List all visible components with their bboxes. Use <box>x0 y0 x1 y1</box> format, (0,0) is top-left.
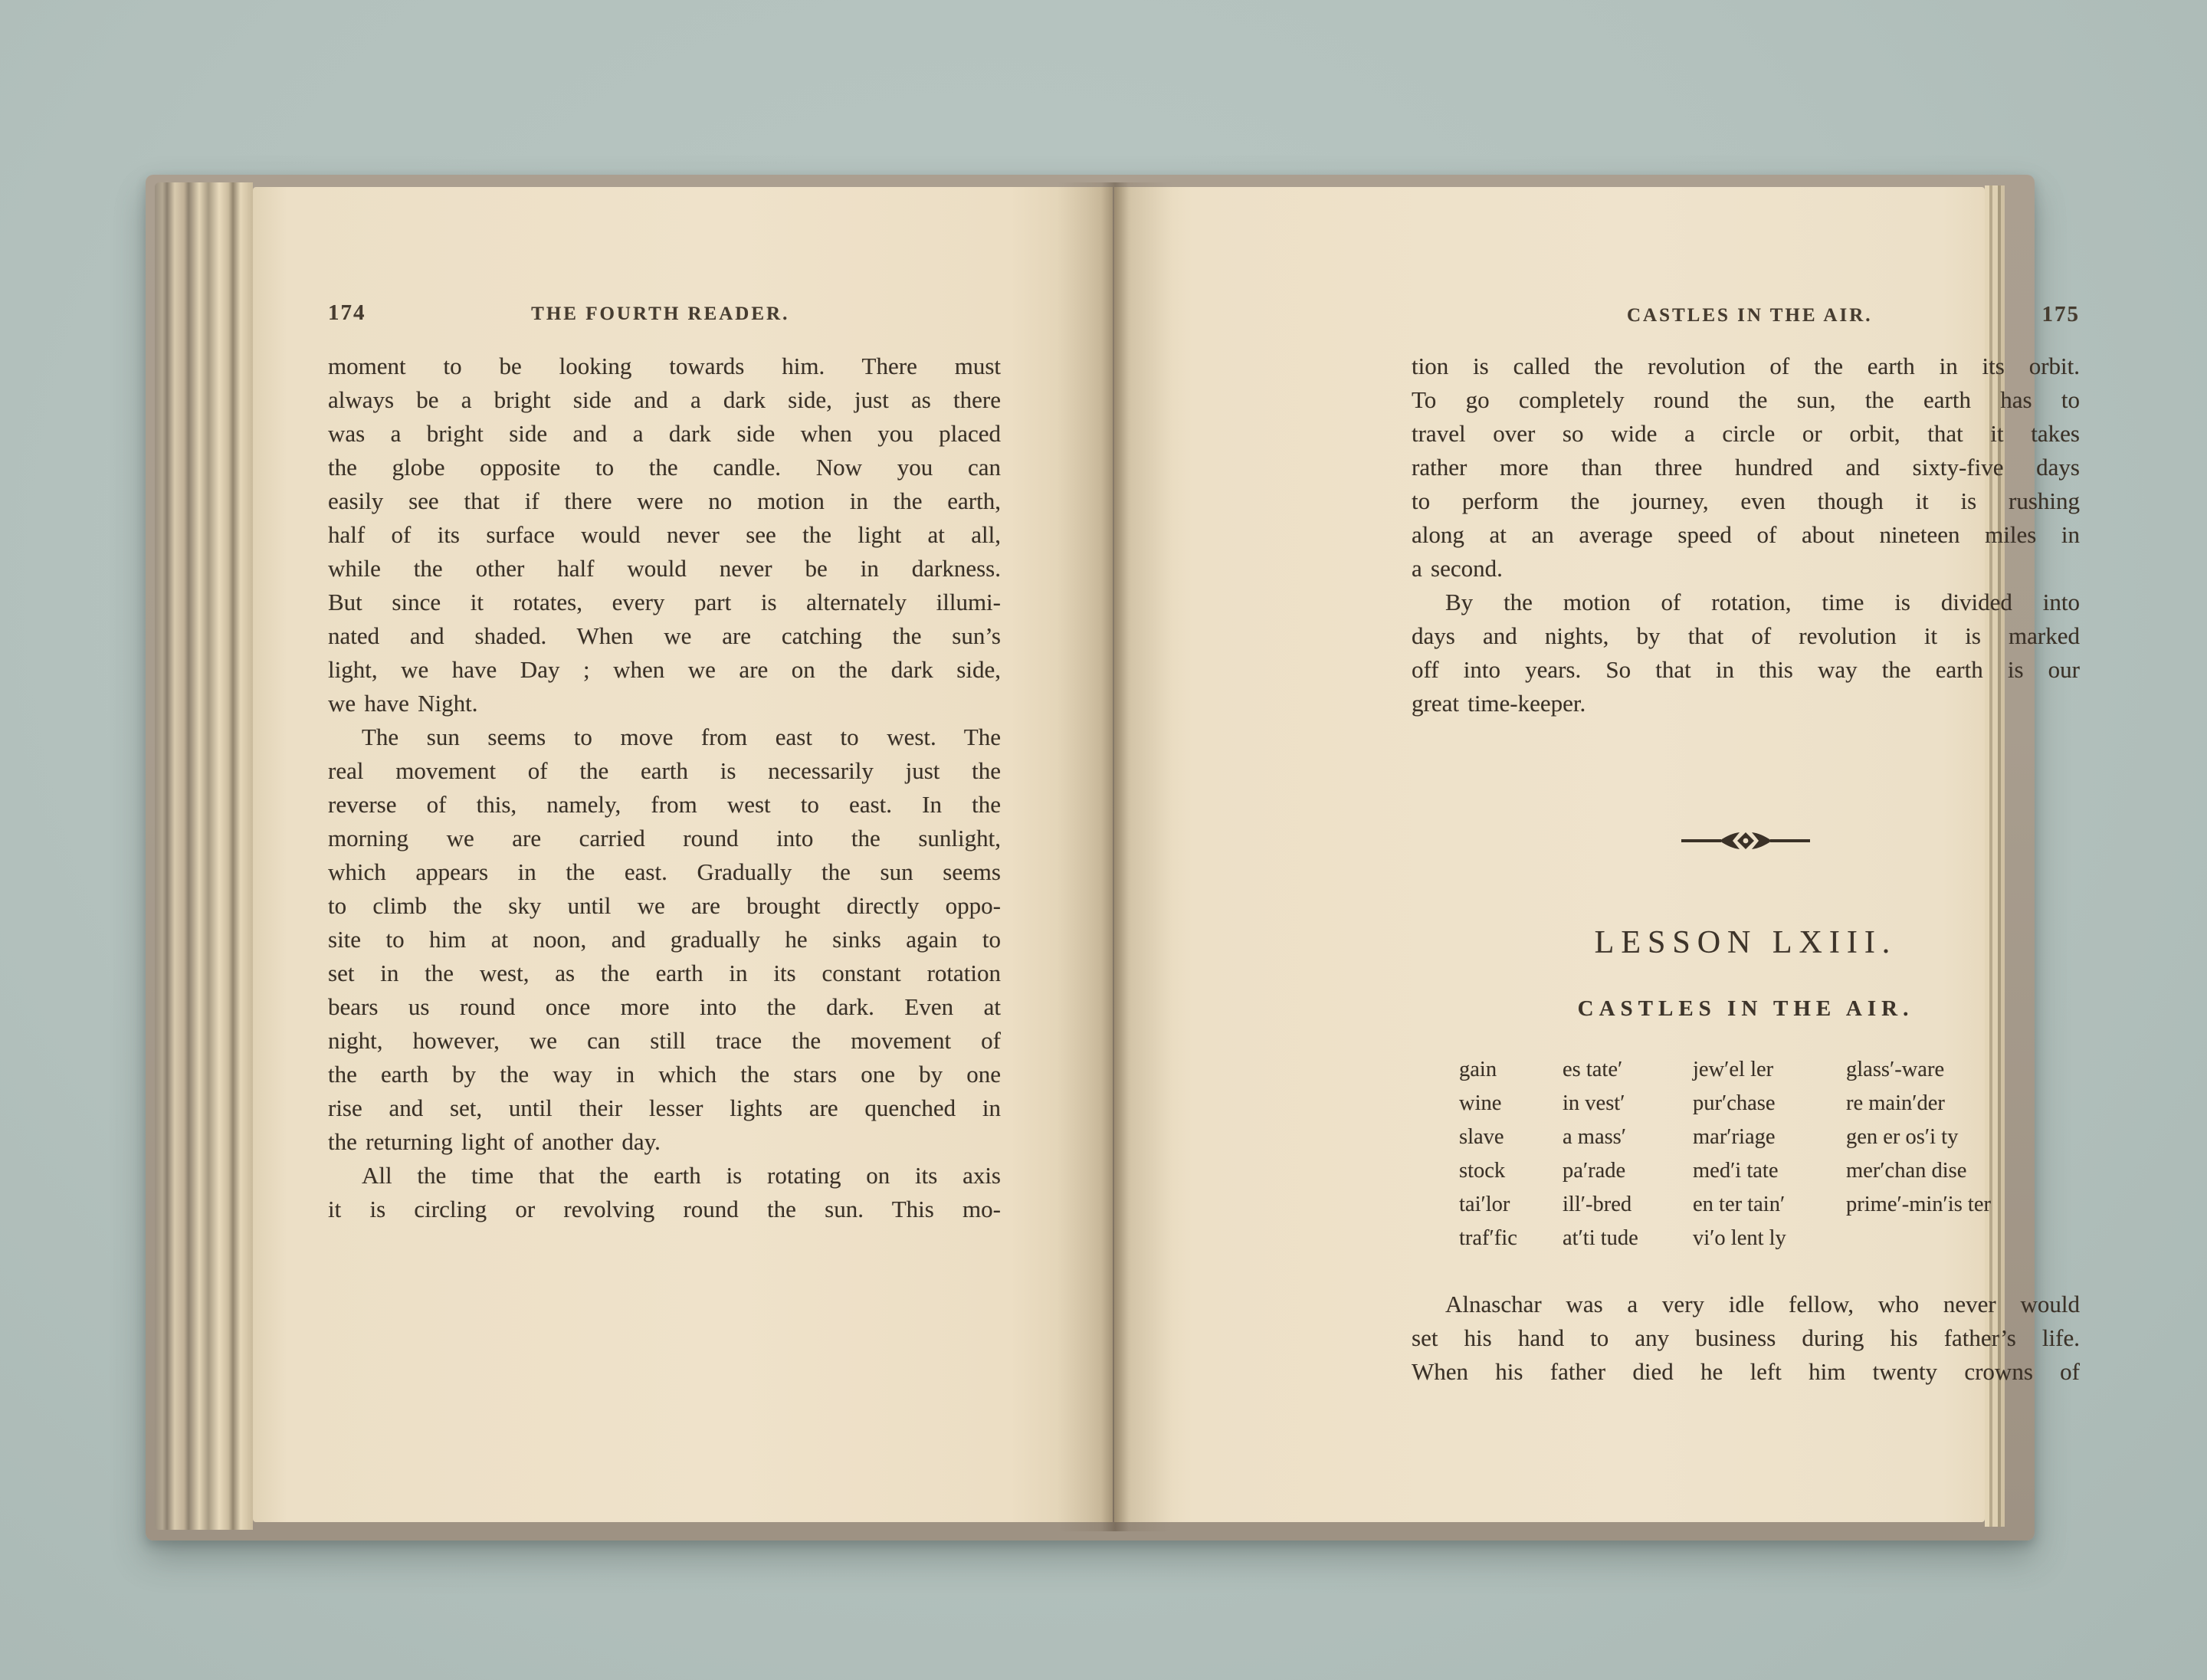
text-line: moment to be looking towards him. There must <box>328 353 1001 379</box>
text-line: to climb the sky until we are brought directly oppo- <box>328 892 1001 919</box>
vocab-row <box>1412 1121 2080 1154</box>
vocab-cell: gen er os′i ty <box>1846 1125 1959 1149</box>
paragraph <box>1412 1288 2080 1389</box>
vocab-cell: in vest′ <box>1563 1091 1625 1115</box>
vocab-row <box>1412 1154 2080 1188</box>
text-line: the globe opposite to the candle. Now you can <box>328 454 1001 481</box>
text-line: set in the west, as the earth in its constant rotation <box>328 960 1001 986</box>
vocab-cell: ill′-bred <box>1563 1193 1632 1216</box>
text-line: great time-keeper. <box>1412 690 1586 717</box>
right-page <box>1114 187 2080 1522</box>
text-line: to perform the journey, even though it is rushing <box>1412 487 2080 514</box>
vocab-cell: a mass′ <box>1563 1125 1627 1149</box>
left-page-number: 174 <box>328 300 366 325</box>
text-line: nated and shaded. When we are catching the sun’s <box>328 622 1001 649</box>
text-line: bears us round once more into the dark. Even at <box>328 993 1001 1020</box>
vocab-cell: vi′o lent ly <box>1693 1226 1786 1250</box>
text-line: was a bright side and a dark side when you placed <box>328 420 1001 447</box>
vocab-cell: jew′el ler <box>1693 1058 1774 1081</box>
right-page-number: 175 <box>2041 302 2080 326</box>
text-line: travel over so wide a circle or orbit, that it takes <box>1412 420 2080 447</box>
text-line: it is circling or revolving round the sun. This mo- <box>328 1196 1001 1222</box>
section-divider-ornament-icon <box>1412 829 2080 856</box>
vocab-cell: tai′lor <box>1459 1193 1510 1216</box>
text-line: All the time that the earth is rotating on its axis <box>362 1162 1001 1189</box>
text-line: Alnaschar was a very idle fellow, who never would <box>1445 1291 2080 1317</box>
vocab-cell: med′i tate <box>1693 1159 1779 1183</box>
right-running-header: CASTLES IN THE AIR. <box>1626 305 1873 326</box>
text-line: the earth by the way in which the stars one by one <box>328 1061 1001 1088</box>
vocabulary-table <box>1412 1053 2080 1255</box>
paragraph <box>328 1159 1001 1226</box>
text-line: light, we have Day ; when we are on the dark side, <box>328 656 1001 683</box>
vocab-cell: traf′fic <box>1459 1226 1517 1250</box>
text-line: half of its surface would never see the light at all, <box>328 521 1001 548</box>
text-line: along at an average speed of about nineteen miles in <box>1412 521 2080 548</box>
text-line: while the other half would never be in darkness. <box>328 555 1001 582</box>
text-line: we have Night. <box>328 690 478 717</box>
paragraph <box>328 349 1001 720</box>
vocab-cell: pur′chase <box>1693 1091 1776 1115</box>
left-page <box>253 187 1113 1522</box>
text-line: site to him at noon, and gradually he sinks again to <box>328 926 1001 953</box>
lesson-title: CASTLES IN THE AIR. <box>1577 996 1914 1021</box>
text-line: days and nights, by that of revolution it is marked <box>1412 622 2080 649</box>
vocab-cell: en ter tain′ <box>1693 1193 1786 1216</box>
vocab-cell: es tate′ <box>1563 1058 1623 1081</box>
vocab-cell: re main′der <box>1846 1091 1945 1115</box>
right-page-after-vocab-text <box>1412 1288 2080 1389</box>
vocab-cell: glass′-ware <box>1846 1058 1945 1081</box>
text-line: But since it rotates, every part is alternately illumi- <box>328 589 1001 615</box>
vocab-cell: slave <box>1459 1125 1504 1149</box>
open-book <box>146 175 2080 1541</box>
text-line: morning we are carried round into the sunlight, <box>328 825 1001 851</box>
left-page-body-text <box>328 349 1001 1226</box>
text-line: a second. <box>1412 555 1503 582</box>
vocab-cell: mar′riage <box>1693 1125 1776 1149</box>
text-line: When his father died he left him twenty crowns of <box>1412 1358 2080 1385</box>
right-page-body-text <box>1412 349 2080 720</box>
left-page-header-row <box>328 300 1001 326</box>
text-line: night, however, we can still trace the movement of <box>328 1027 1001 1054</box>
vocab-cell: prime′-min′is ter <box>1846 1193 1991 1216</box>
vocab-row <box>1412 1053 2080 1087</box>
paragraph <box>1412 349 2080 586</box>
left-running-header: THE FOURTH READER. <box>531 304 790 324</box>
vocab-cell: at′ti tude <box>1563 1226 1638 1250</box>
text-line: off into years. So that in this way the earth is our <box>1412 656 2080 683</box>
text-line: By the motion of rotation, time is divided into <box>1445 589 2080 615</box>
text-line: the returning light of another day. <box>328 1128 661 1155</box>
text-line: rather more than three hundred and sixty-five days <box>1412 454 2080 481</box>
text-line: real movement of the earth is necessarily just the <box>328 757 1001 784</box>
right-page-header-row <box>1412 302 2080 327</box>
vocab-cell: mer′chan dise <box>1846 1159 1967 1183</box>
page-stack-edges-left <box>155 182 253 1530</box>
paragraph <box>328 720 1001 1159</box>
text-line: set his hand to any business during his father’s life. <box>1412 1324 2080 1351</box>
vocab-row <box>1412 1222 2080 1255</box>
vocab-row <box>1412 1087 2080 1121</box>
text-line: To go completely round the sun, the earth has to <box>1412 386 2080 413</box>
paragraph <box>1412 586 2080 720</box>
text-line: easily see that if there were no motion in the earth, <box>328 487 1001 514</box>
lesson-heading: LESSON LXIII. <box>1594 925 1897 960</box>
text-line: rise and set, until their lesser lights are quenched in <box>328 1094 1001 1121</box>
vocab-cell: gain <box>1459 1058 1497 1081</box>
text-line: The sun seems to move from east to west. The <box>362 724 1001 750</box>
vocab-cell <box>1846 1222 2080 1255</box>
vocab-row <box>1412 1188 2080 1222</box>
text-line: reverse of this, namely, from west to east. In the <box>328 791 1001 818</box>
text-line: which appears in the east. Gradually the sun seems <box>328 858 1001 885</box>
vocab-cell: pa′rade <box>1563 1159 1626 1183</box>
text-line: always be a bright side and a dark side, just as there <box>328 386 1001 413</box>
vocab-cell: wine <box>1459 1091 1502 1115</box>
vocab-cell: stock <box>1459 1159 1506 1183</box>
text-line: tion is called the revolution of the earth in its orbit. <box>1412 353 2080 379</box>
